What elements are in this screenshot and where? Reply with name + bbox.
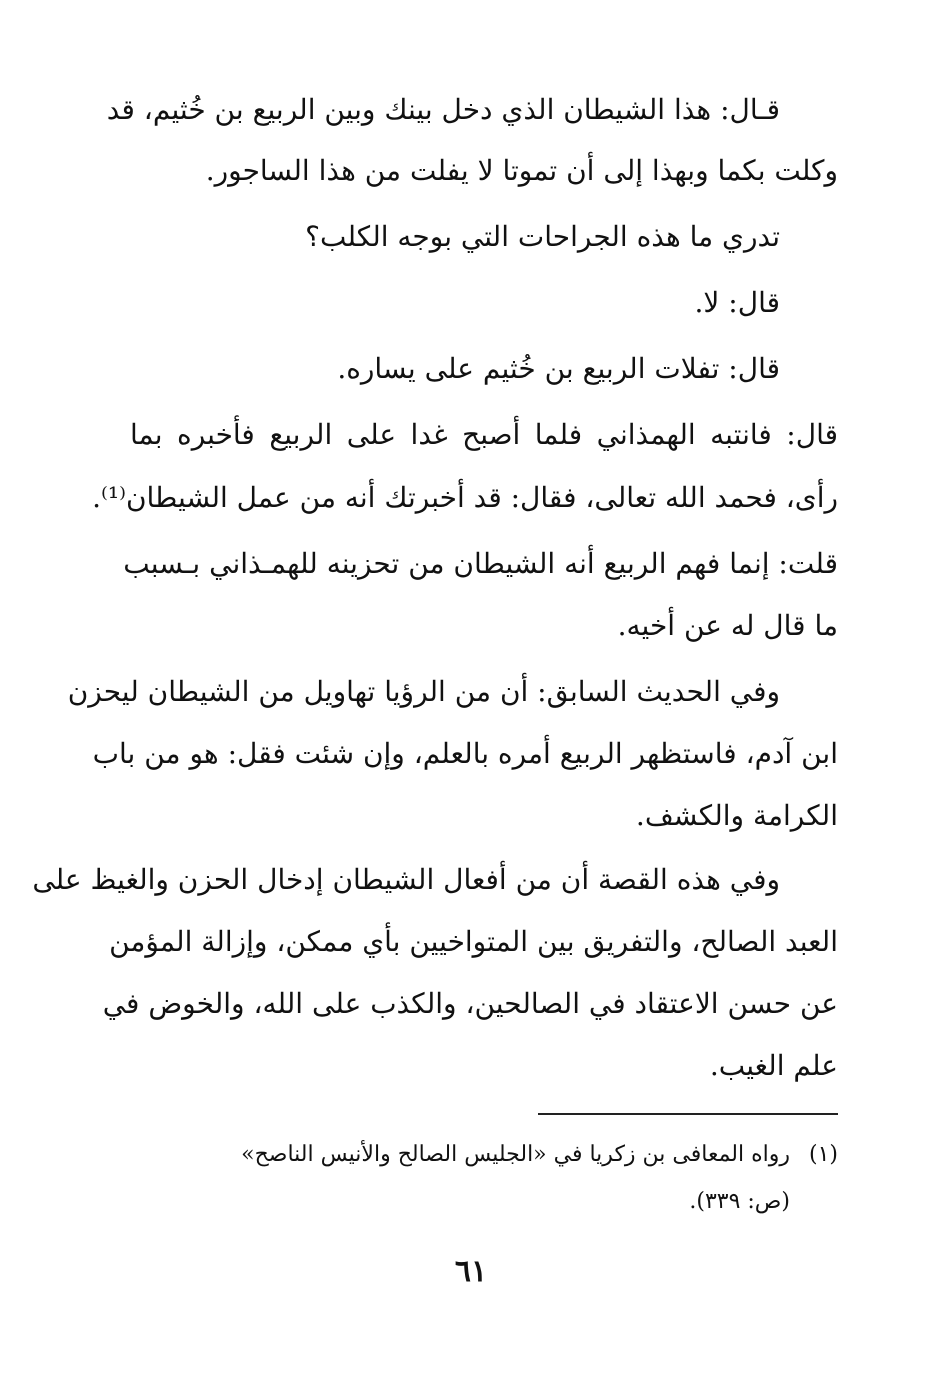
paragraph-line: وفي الحديث السابق: أن من الرؤيا تهاويل من الشيطان ليحزن	[67, 675, 780, 708]
paragraph-line: الكرامة والكشف.	[635, 799, 838, 832]
paragraph-line: عن حسن الاعتقاد في الصالحين، والكذب على الله، والخوض في	[102, 987, 838, 1020]
paragraph-line: العبد الصالح، والتفريق بين المتواخيين بأي ممكن، وإزالة المؤمن	[109, 925, 838, 958]
paragraph-line: قال: فانتبه الهمذاني فلما أصبح غدا على الربيع فأخبره بما	[130, 418, 838, 451]
paragraph-line: علم الغيب.	[709, 1049, 838, 1082]
paragraph-line: قال: لا.	[694, 286, 780, 319]
footnote-divider	[538, 1113, 838, 1115]
footnote-continuation: (ص: ٣٣٩).	[689, 1189, 790, 1214]
footnote	[130, 1139, 838, 1171]
footnote-number: (١)	[808, 1142, 838, 1167]
paragraph-line: ما قال له عن أخيه.	[617, 609, 838, 642]
paragraph-line: تدري ما هذه الجراحات التي بوجه الكلب؟	[305, 220, 780, 253]
page-number: ٦١	[454, 1254, 488, 1289]
paragraph-line: قلت: إنما فهم الربيع أنه الشيطان من تحزينه للهمـذاني بـسبب	[123, 547, 838, 580]
paragraph-line: قـال: هذا الشيطان الذي دخل بينك وبين الربيع بن خُثيم، قد	[106, 93, 780, 126]
paragraph-line: وكلت بكما وبهذا إلى أن تموتا لا يفلت من هذا الساجور.	[205, 154, 838, 187]
paragraph-line: قال: تفلات الربيع بن خُثيم على يساره.	[337, 352, 780, 385]
paragraph-line: وفي هذه القصة أن من أفعال الشيطان إدخال الحزن والغيظ على	[32, 863, 780, 896]
paragraph-line: ابن آدم، فاستظهر الربيع أمره بالعلم، وإن شئت فقل: هو من باب	[92, 737, 838, 770]
footnote-text: رواه المعافى بن زكريا في «الجليس الصالح والأنيس الناصح»	[241, 1142, 790, 1167]
paragraph-line: رأى، فحمد الله تعالى، فقال: قد أخبرتك أنه من عمل الشيطان⁽¹⁾.	[92, 481, 838, 514]
